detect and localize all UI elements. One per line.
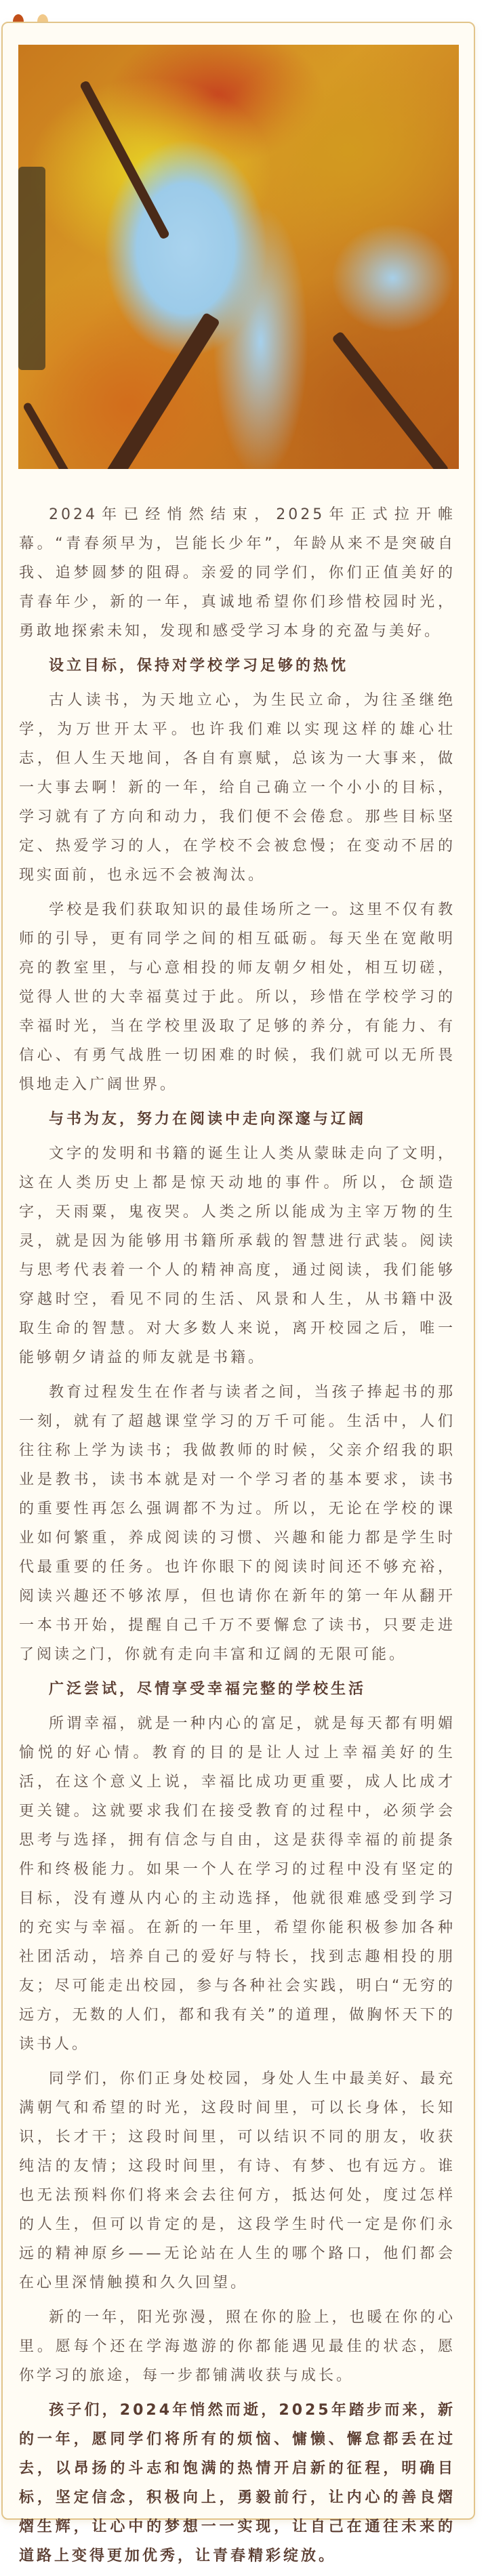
tree-trunk [18,167,45,370]
tree-trunk [331,331,449,469]
section-heading-school-life: 广泛尝试，尽情享受幸福完整的学校生活 [49,1681,367,1698]
tree-trunk [79,80,170,240]
section-heading-reading: 与书为友，努力在阅读中走向深邃与辽阔 [49,1111,367,1128]
article-body [19,500,455,2576]
paragraph-closing: 孩子们，2024年悄然而逝，2025年踏步而来，新的一年，愿同学们将所有的烦恼、慵懒、懈怠都丢在过去，以昂扬的斗志和饱满的热情开启新的征程，明确目标，坚定信念，积极向上，勇毅前行，让内心的善良熠熠生辉，让心中的梦想一一实现，让自己在通往未来的道路上变得更加优秀，让青春精彩绽放。 [19,2402,455,2564]
paragraph: 新的一年，阳光弥漫，照在你的脸上，也暖在你的心里。愿每个还在学海遨游的你都能遇见最佳的状态，愿你学习的旅途，每一步都铺满收获与成长。 [19,2309,455,2384]
paragraph: 文字的发明和书籍的诞生让人类从蒙昧走向了文明，这在人类历史上都是惊天动地的事件。所以，仓颉造字，天雨粟，鬼夜哭。人类之所以能成为主宰万物的生灵，就是因为能够用书籍所承载的智慧进行武装。阅读与思考代表着一个人的精神高度，通过阅读，我们能够穿越时空，看见不同的生活、风景和人生，从书籍中汲取生命的智慧。对大多数人来说，离开校园之后，唯一能够朝夕请益的师友就是书籍。 [19,1145,455,1366]
tree-trunk [105,312,220,469]
paragraph: 同学们，你们正身处校园，身处人生中最美好、最充满朝气和希望的时光，这段时间里，可以长身体，长知识，长才干；这段时间里，可以结识不同的朋友，收获纯洁的友情；这段时间里，有诗、有梦、也有远方。谁也无法预料你们将来会去往何方，抵达何处，度过怎样的人生，但可以肯定的是，这段学生时代一定是你们永远的精神原乡——无论站在人生的哪个路口，他们都会在心里深情触摸和久久回望。 [19,2070,455,2291]
paragraph: 教育过程发生在作者与读者之间，当孩子捧起书的那一刻，就有了超越课堂学习的万千可能。生活中，人们往往称上学为读书；我做教师的时候，父亲介绍我的职业是教书，读书本就是对一个学习者的基本要求，读书的重要性再怎么强调都不为过。所以，无论在学校的课业如何繁重，养成阅读的习惯、兴趣和能力都是学生时代最重要的任务。也许你眼下的阅读时间还不够充裕，阅读兴趣还不够浓厚，但也请你在新年的第一年从翻开一本书开始，提醒自己千万不要懈怠了读书，只要走进了阅读之门，你就有走向丰富和辽阔的无限可能。 [19,1384,455,1663]
paragraph-intro: 2024年已经悄然结束，2025年正式拉开帷幕。“青春须早为，岂能长少年”，年龄从来不是突破自我、追梦圆梦的阻碍。亲爱的同学们，你们正值美好的青春年少，新的一年，真诚地希望你们珍惜校园时光，勇敢地探索未知，发现和感受学习本身的充盈与美好。 [19,506,455,640]
tree-trunk [22,401,77,469]
paragraph: 古人读书，为天地立心，为生民立命，为往圣继绝学，为万世开太平。也许我们难以实现这样的雄心壮志，但人生天地间，各自有禀赋，总该为一大事来，做一大事去啊！新的一年，给自己确立一个小小的目标，学习就有了方向和动力，我们便不会倦怠。那些目标坚定、热爱学习的人，在学校不会被怠慢；在变动不居的现实面前，也永远不会被淘汰。 [19,692,455,884]
paragraph: 所谓幸福，就是一种内心的富足，就是每天都有明媚愉悦的好心情。教育的目的是让人过上幸福美好的生活，在这个意义上说，幸福比成功更重要，成人比成才更关键。这就要求我们在接受教育的过程中，必须学会思考与选择，拥有信念与自由，这是获得幸福的前提条件和终极能力。如果一个人在学习的过程中没有坚定的目标，没有遵从内心的主动选择，他就很难感受到学习的充实与幸福。在新的一年里，希望你能积极参加各种社团活动，培养自己的爱好与特长，找到志趣相投的朋友；尽可能走出校园，参与各种社会实践，明白“无穷的远方，无数的人们，都和我有关”的道理，做胸怀天下的读书人。 [19,1715,455,2053]
autumn-trees-photo [18,45,459,469]
paragraph: 学校是我们获取知识的最佳场所之一。这里不仅有教师的引导，更有同学之间的相互砥砺。每天坐在宽敞明亮的教室里，与心意相投的师友朝夕相处，相互切磋，觉得人世的大幸福莫过于此。所以，珍惜在学校学习的幸福时光，当在学校里汲取了足够的养分，有能力、有信心、有勇气战胜一切困难的时候，我们就可以无所畏惧地走入广阔世界。 [19,901,455,1093]
section-heading-goals: 设立目标，保持对学校学习足够的热忱 [49,657,349,674]
